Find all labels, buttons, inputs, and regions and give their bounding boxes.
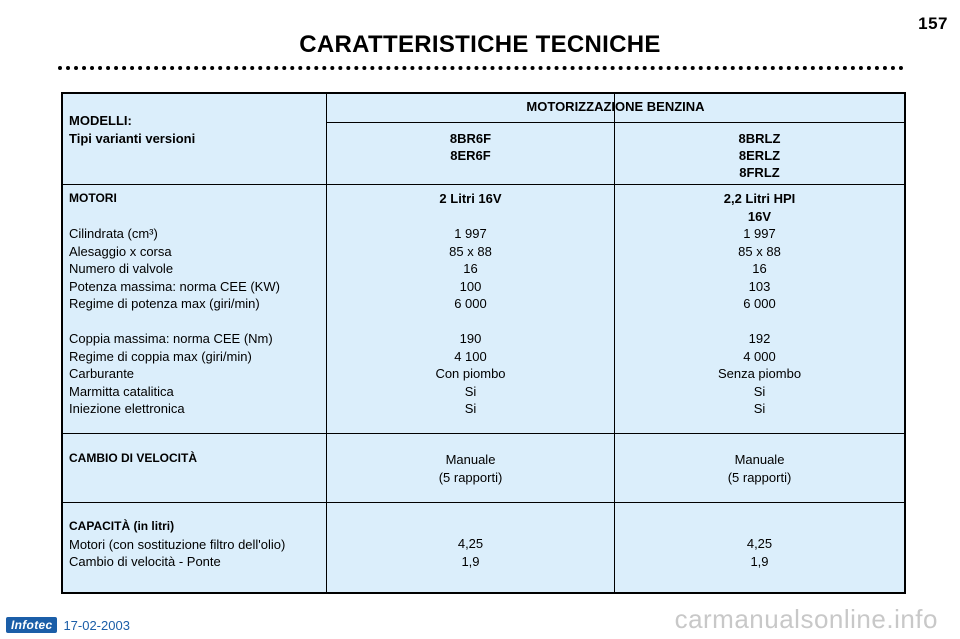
gearbox-variant-2	[615, 451, 904, 486]
spec-label: Marmitta catalitica	[69, 383, 174, 399]
spec-value: 100	[459, 278, 482, 294]
divider-engine-group	[327, 122, 904, 123]
spec-value: Con piombo	[435, 366, 506, 381]
spec-value: 192	[748, 331, 771, 346]
page-title: CARATTERISTICHE TECNICHE	[299, 31, 661, 58]
spec-label: Cilindrata (cm³)	[69, 226, 158, 241]
variant-1-codes	[327, 130, 614, 164]
capacity-label: Motori (con sostituzione filtro dell'olio)	[69, 536, 286, 552]
spec-label: Carburante	[69, 366, 135, 381]
gearbox-value: Manuale	[445, 452, 496, 467]
engine-title: 2 Litri 16V	[439, 191, 502, 206]
gearbox-value: (5 rapporti)	[727, 469, 792, 485]
spec-value: Si	[753, 383, 766, 399]
engine-title: 2,2 Litri HPI	[723, 191, 796, 206]
footer	[6, 617, 130, 633]
capacity-variant-1	[327, 535, 614, 570]
spec-label: Numero di valvole	[69, 261, 174, 276]
engine-title: 16V	[747, 208, 772, 224]
spec-value: 4 000	[743, 348, 776, 364]
variant-2-codes	[615, 130, 904, 181]
capacity-value: 1,9	[461, 553, 480, 569]
capacity-labels	[69, 518, 285, 571]
infotec-logo: Infotec	[6, 617, 57, 633]
page-number: 157	[918, 14, 948, 33]
spec-value: 85 x 88	[738, 243, 781, 259]
spec-table	[61, 92, 906, 594]
divider-engines	[63, 433, 904, 434]
variant-2-code: 8BRLZ	[738, 131, 781, 146]
variant-1-code: 8ER6F	[450, 148, 491, 163]
variant-2-code: 8ERLZ	[738, 148, 781, 163]
spec-value: 6 000	[454, 296, 487, 311]
spec-value: Si	[464, 401, 477, 416]
spec-value: 1 997	[743, 226, 776, 241]
spec-value: 1 997	[454, 226, 487, 241]
spec-value: 103	[748, 278, 771, 294]
watermark: carmanualsonline.info	[674, 604, 938, 634]
spec-label: Regime di potenza max (giri/min)	[69, 296, 260, 311]
spec-value: Si	[753, 401, 766, 416]
capacity-label: Cambio di velocità - Ponte	[69, 554, 221, 569]
spec-label: Regime di coppia max (giri/min)	[69, 348, 252, 364]
gearbox-variant-1	[327, 451, 614, 486]
spec-value: Si	[464, 383, 477, 399]
spec-value: 4 100	[454, 348, 487, 364]
spec-label: Coppia massima: norma CEE (Nm)	[69, 331, 273, 346]
spec-label: Alesaggio x corsa	[69, 243, 172, 259]
variant-2-code: 8FRLZ	[739, 165, 780, 180]
gearbox-value: (5 rapporti)	[438, 469, 503, 485]
spec-value: 16	[752, 261, 767, 276]
engines-labels	[69, 190, 280, 418]
engine-group-header: MOTORIZZAZIONE BENZINA	[526, 99, 705, 114]
spec-value: 190	[459, 331, 482, 346]
capacity-value: 1,9	[750, 553, 769, 569]
variant-1-code: 8BR6F	[449, 131, 492, 146]
engines-variant-2-values	[615, 190, 904, 418]
divider-header	[63, 184, 904, 185]
models-label-line-2: Tipi varianti versioni	[69, 130, 196, 146]
models-label	[69, 112, 195, 147]
divider-gearbox	[63, 502, 904, 503]
capacity-value: 4,25	[457, 536, 484, 551]
capacity-variant-2	[615, 535, 904, 570]
spec-value: 6 000	[743, 296, 776, 311]
models-label-line-1: MODELLI:	[69, 113, 132, 128]
spec-value: 85 x 88	[449, 243, 492, 259]
footer-date: 17-02-2003	[63, 617, 130, 633]
spec-label: Iniezione elettronica	[69, 401, 185, 416]
engines-variant-1-values	[327, 190, 614, 418]
capacity-heading: CAPACITÀ (in litri)	[69, 519, 175, 533]
gearbox-heading: CAMBIO DI VELOCITÀ	[69, 451, 197, 465]
spec-label: Potenza massima: norma CEE (KW)	[69, 278, 280, 294]
spec-value: Senza piombo	[717, 366, 802, 381]
spec-value: 16	[463, 261, 478, 276]
gearbox-value: Manuale	[734, 452, 785, 467]
title-dotted-rule	[58, 66, 904, 70]
capacity-value: 4,25	[746, 536, 773, 551]
engines-heading: MOTORI	[69, 191, 117, 205]
